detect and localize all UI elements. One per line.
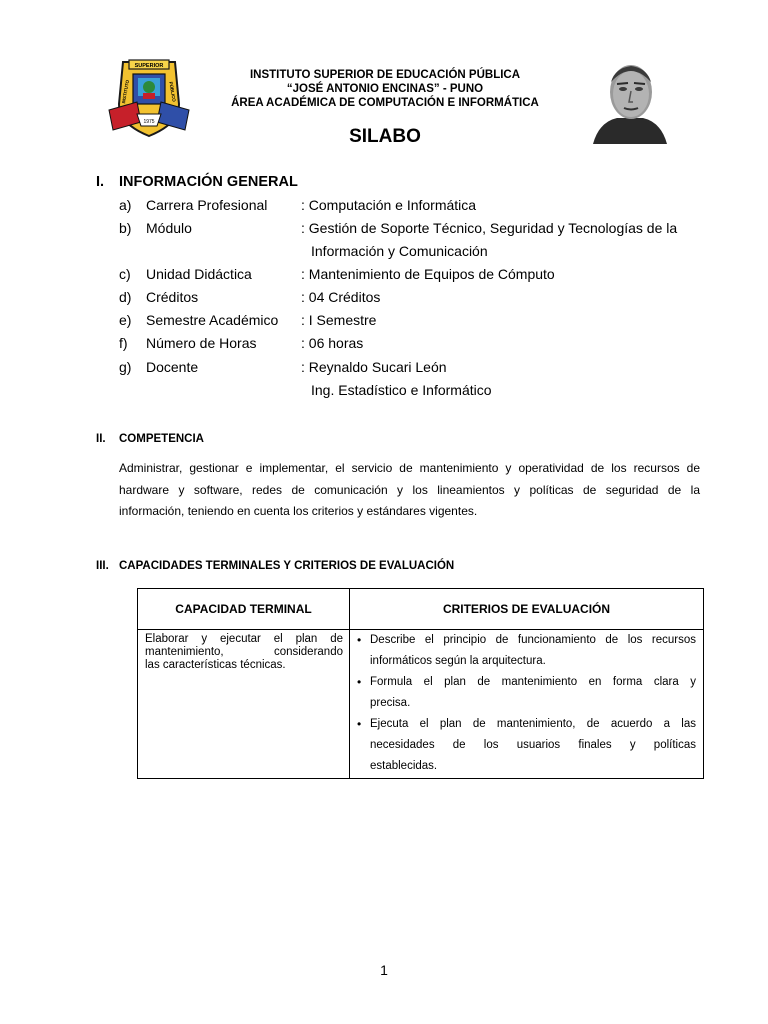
capacity-cell <box>138 630 350 779</box>
criteria-line: precisa. <box>370 697 411 709</box>
criteria-item <box>370 672 696 714</box>
info-value: : Computación e Informática <box>301 197 477 213</box>
logo-text: SUPERIOR <box>134 63 164 69</box>
info-label: Unidad Didáctica <box>146 266 252 282</box>
info-value: : Reynaldo Sucari León <box>301 359 447 375</box>
capacities-table <box>137 588 704 779</box>
page-number: 1 <box>380 962 388 978</box>
info-letter: c) <box>119 266 131 282</box>
section-3-title: CAPACIDADES TERMINALES Y CRITERIOS DE EVALUACIÓN <box>119 560 455 572</box>
criteria-cell <box>350 630 704 779</box>
criteria-item <box>370 630 696 672</box>
logo-year: 1975 <box>143 119 155 125</box>
person-portrait-icon <box>589 56 671 144</box>
info-label: Carrera Profesional <box>146 197 268 213</box>
logo-text-right: PÚBLICO <box>168 81 177 103</box>
info-value: : 06 horas <box>301 335 364 351</box>
info-value: : Mantenimiento de Equipos de Cómputo <box>301 266 555 282</box>
column-header-criteria: CRITERIOS DE EVALUACIÓN <box>350 589 704 630</box>
academic-area: ÁREA ACADÉMICA DE COMPUTACIÓN E INFORMÁTICA <box>231 97 539 109</box>
section-3-number: III. <box>96 560 109 572</box>
criteria-line: • Ejecuta el plan de mantenimiento, de acuerdo a las <box>370 718 696 730</box>
table-row <box>138 630 704 779</box>
info-label: Docente <box>146 359 199 375</box>
paragraph-line: hardware y software, redes de comunicación y los lineamientos y políticas de seguridad de la <box>119 482 700 497</box>
capacity-line: mantenimiento, considerando <box>145 646 343 658</box>
paragraph-line: Administrar, gestionar e implementar, el servicio de mantenimiento y operatividad de los recursos de <box>119 461 700 475</box>
info-label: Número de Horas <box>146 335 257 351</box>
table-header-row <box>138 589 704 630</box>
info-letter: a) <box>119 197 132 213</box>
institution-subtitle: “JOSÉ ANTONIO ENCINAS” - PUNO <box>286 83 484 95</box>
section-1-title: INFORMACIÓN GENERAL <box>119 174 298 190</box>
criteria-list <box>351 630 702 777</box>
info-value: : Gestión de Soporte Técnico, Seguridad y Tecnologías de la <box>301 220 678 236</box>
section-1-number: I. <box>96 174 105 190</box>
criteria-line: • Formula el plan de mantenimiento en forma clara y <box>370 676 696 688</box>
info-value: : I Semestre <box>301 312 377 328</box>
logo-text-left: INSTITUTO <box>121 79 131 104</box>
info-letter: e) <box>119 312 132 328</box>
institution-name: INSTITUTO SUPERIOR DE EDUCACIÓN PÚBLICA <box>249 69 521 81</box>
section-2-title: COMPETENCIA <box>119 433 204 445</box>
info-value-continuation: Ing. Estadístico e Informático <box>311 382 492 398</box>
paragraph-line: información, teniendo en cuenta los criterios y estándares vigentes. <box>119 504 478 518</box>
info-letter: g) <box>119 359 132 375</box>
institute-crest-icon <box>107 52 191 146</box>
competence-paragraph <box>119 458 700 523</box>
info-letter: f) <box>119 335 128 351</box>
criteria-item <box>370 714 696 777</box>
info-letter: b) <box>119 220 132 236</box>
page-title: SILABO <box>349 126 421 147</box>
info-value-continuation: Información y Comunicación <box>311 243 488 259</box>
criteria-line: • Describe el principio de funcionamiento de los recursos <box>370 634 696 646</box>
info-value: : 04 Créditos <box>301 289 381 305</box>
criteria-line: establecidas. <box>370 760 438 772</box>
criteria-line: informáticos según la arquitectura. <box>370 655 546 667</box>
column-header-capacity: CAPACIDAD TERMINAL <box>138 589 350 630</box>
criteria-line: necesidades de los usuarios finales y políticas <box>370 739 696 751</box>
capacity-line: las características técnicas. <box>145 659 286 671</box>
info-label: Créditos <box>146 289 199 305</box>
info-letter: d) <box>119 289 132 305</box>
info-label: Módulo <box>146 220 192 236</box>
info-label: Semestre Académico <box>146 312 279 328</box>
capacity-line: Elaborar y ejecutar el plan de <box>145 633 343 645</box>
section-2-number: II. <box>96 433 106 445</box>
